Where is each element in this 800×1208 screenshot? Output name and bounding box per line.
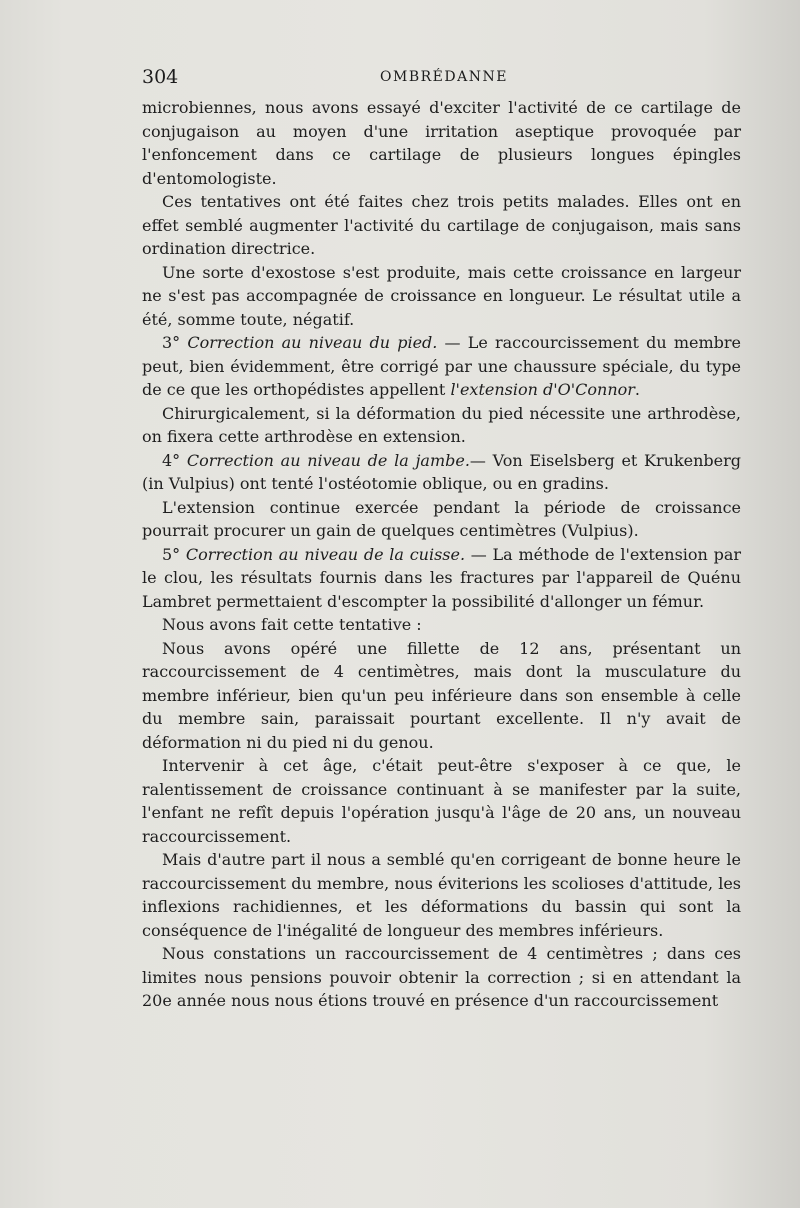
paragraph (142, 543, 741, 614)
paragraph (142, 848, 741, 942)
italic-heading-text: Correction au niveau de la cuisse. (185, 544, 466, 564)
paragraph-text: Chirurgicalement, si la déformation du pied nécessite une arthrodèse, on fixera cette arthrodèse en extension. (142, 403, 741, 446)
paragraph (142, 942, 741, 1013)
running-head (142, 66, 742, 90)
paragraph-text: Nous avons opéré une fillette de 12 ans, présentant un raccourcissement de 4 centimètres, mais dont la musculature du membre inférieur, bien qu'un peu inférieure dans son ensemble à celle du membre sain, paraissait pourtant excellente. Il n'y avait de déformation ni du pied ni du genou. (142, 638, 741, 752)
paragraph (142, 190, 741, 261)
paragraph (142, 261, 741, 332)
paragraph-text: Ces tentatives ont été faites chez trois petits malades. Elles ont en effet semblé augmenter l'activité du cartilage de conjugaison, mais sans ordination directrice. (142, 192, 741, 258)
paragraph-text: — La méthode de l'extension par le clou, les résultats fournis dans les fractures par l'appareil de Quénu Lambret permettaient d'escompter la possibilité d'allonger un fémur. (142, 544, 742, 611)
paragraph-text: 3° (162, 333, 188, 352)
page-number: 304 (142, 66, 179, 88)
paragraph (142, 754, 741, 848)
paragraph-text: — Le raccourcissement du membre peut, bien évidemment, être corrigé par une chaussure spéciale, du type de ce que les orthopédistes appellent (142, 333, 742, 399)
paragraph (142, 331, 741, 402)
paragraph (142, 496, 741, 543)
paragraph-text: Une sorte d'exostose s'est produite, mais cette croissance en largeur ne s'est pas accompagnée de croissance en longueur. Le résultat utile a été, somme toute, négatif. (142, 262, 741, 329)
paragraph-text: microbiennes, nous avons essayé d'exciter l'activité de ce cartilage de conjugaison au moyen d'une irritation aseptique provoquée par l'enfoncement dans ce cartilage de plusieurs longues épingles d'entomologiste. (142, 98, 741, 188)
paragraph (142, 402, 741, 449)
italic-heading-text: l'extension d'O'Connor (450, 380, 635, 399)
italic-heading-text: Correction au niveau de la jambe. (186, 450, 470, 470)
paragraph-text: Mais d'autre part il nous a semblé qu'en corrigeant de bonne heure le raccourcissement du membre, nous éviterions les scolioses d'attitude, les inflexions rachidiennes, et les déformations du bassin qui sont la conséquence de l'inégalité de longueur des membres inférieurs. (142, 850, 741, 940)
paragraph-text: Nous constations un raccourcissement de 4 centimètres ; dans ces limites nous pensions pouvoir obtenir la correction ; si en attendant la 20e année nous nous étions trouvé en présence d'un raccourcissement (142, 944, 741, 1010)
paragraph (142, 613, 741, 637)
paragraph-text: L'extension continue exercée pendant la période de croissance pourrait procurer un gain de quelques centimètres (Vulpius). (142, 497, 741, 540)
italic-heading-text: Correction au niveau du pied. (187, 333, 438, 352)
paragraph-text: 5° (162, 544, 186, 564)
paragraph (142, 449, 741, 496)
paragraph (142, 637, 741, 755)
paragraph-text: 4° (162, 450, 187, 470)
paragraph-text: — Von Eiselsberg et Krukenberg (in Vulpius) ont tenté l'ostéotomie oblique, ou en gradins. (142, 450, 742, 493)
paragraph (142, 96, 741, 190)
running-title: OMBRÉDANNE (380, 69, 508, 85)
paragraph-text: . (634, 380, 641, 399)
body-text (142, 96, 741, 1013)
paragraph-text: Intervenir à cet âge, c'était peut-être s'exposer à ce que, le ralentissement de croissance continuant à se manifester par la suite, l'enfant ne refît depuis l'opération jusqu'à l'âge de 20 ans, un nouveau raccourcissement. (142, 756, 741, 846)
paragraph-text: Nous avons fait cette tentative : (162, 615, 422, 634)
